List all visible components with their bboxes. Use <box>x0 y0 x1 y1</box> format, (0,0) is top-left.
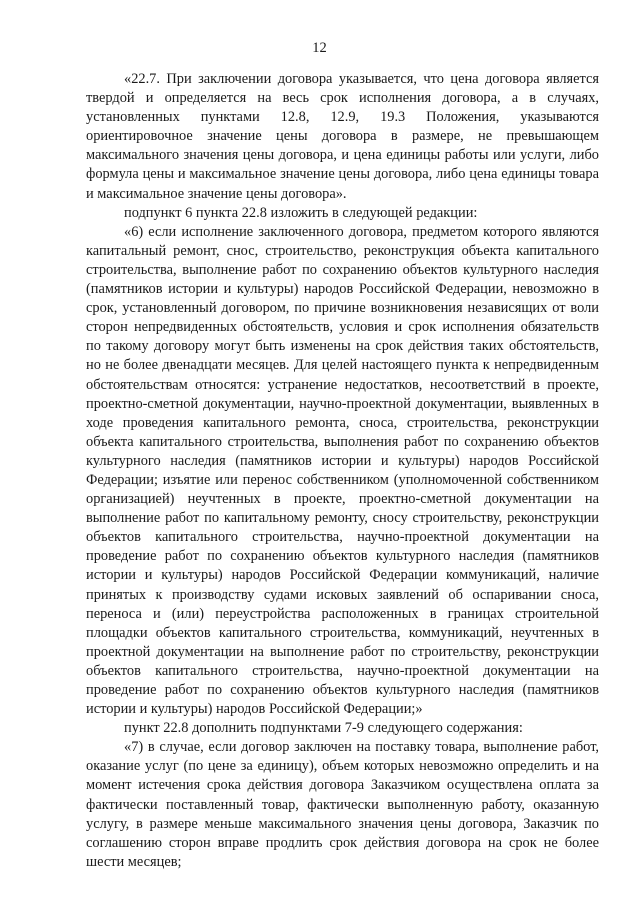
paragraph-subitem-7: «7) в случае, если договор заключен на поставку товара, выполнение работ, оказание услуг (по цене за единицу), объем которых невозможно определить и на момент истечения срока действия договора Заказчиком осуществлена оплата за фактически поставленный товар, фактически выполненную работу, оказанную услугу, в размере меньше максимального значения цены договора, Заказчик по соглашению сторон вправе продлить срок действия договора на срок не более шести месяцев; <box>86 739 599 870</box>
paragraph-instruction-subitem-6: подпункт 6 пункта 22.8 изложить в следующей редакции: <box>124 204 478 221</box>
paragraph-22-7: «22.7. При заключении договора указывается, что цена договора является твердой и определяется на весь срок исполнения договора, а в случаях, установленных пунктами 12.8, 12.9, 19.3 Положения, указываются ориентировочное значение цены договора в размере, не превышающем максимального значения цены договора, и цена единицы работы или услуги, либо формула цены и максимальное значение цены договора, либо цена единицы товара и максимальное значение цены договора». <box>86 71 599 202</box>
paragraph-instruction-subitems-7-9: пункт 22.8 дополнить подпунктами 7-9 следующего содержания: <box>124 720 523 737</box>
page-number: 12 <box>312 40 327 56</box>
document-body <box>86 70 599 872</box>
paragraph-subitem-6: «6) если исполнение заключенного договора, предметом которого являются капитальный ремонт, снос, строительство, реконструкция объекта капитального строительства, выполнение работ по сохранению объектов культурного наследия (памятников истории и культуры) народов Российской Федерации, невозможно в срок, установленный договором, по причине возникновения независящих от воли сторон непредвиденных обстоятельств, условия и срок исполнения обязательств по такому договору могут быть изменены на срок действия таких обстоятельств, но не более двенадцати месяцев. Для целей настоящего пункта к непредвиденным обстоятельствам относятся: устранение недостатков, несоответствий в проекте, проектно-сметной документации, научно-проектной документации, выявленных в ходе проведения капитального ремонта, сноса, строительства, реконструкции объекта капитального строительства, выполнения работ по сохранению объектов культурного наследия (памятников истории и культуры) народов Российской Федерации; изъятие или перенос собственником (уполномоченной собственником организацией) неучтенных в проекте, проектно-сметной документации на выполнение работ по капитальному ремонту, сносу строительству, реконструкции объектов капитального строительства, научно-проектной документации на проведение работ по сохранению объектов культурного наследия (памятников истории и культуры) народов Российской Федерации коммуникаций, наличие принятых к производству судами исковых заявлений об оспаривании сноса, переноса и (или) переустройства расположенных в границах строительной площадки объектов капитального строительства, коммуникаций, неучтенных в проектной документации на выполнение работ по строительству, реконструкции объектов капитального строительства, научно-проектной документации на проведение работ по сохранению объектов культурного наследия (памятников истории и культуры) народов Российской Федерации;» <box>86 223 599 718</box>
